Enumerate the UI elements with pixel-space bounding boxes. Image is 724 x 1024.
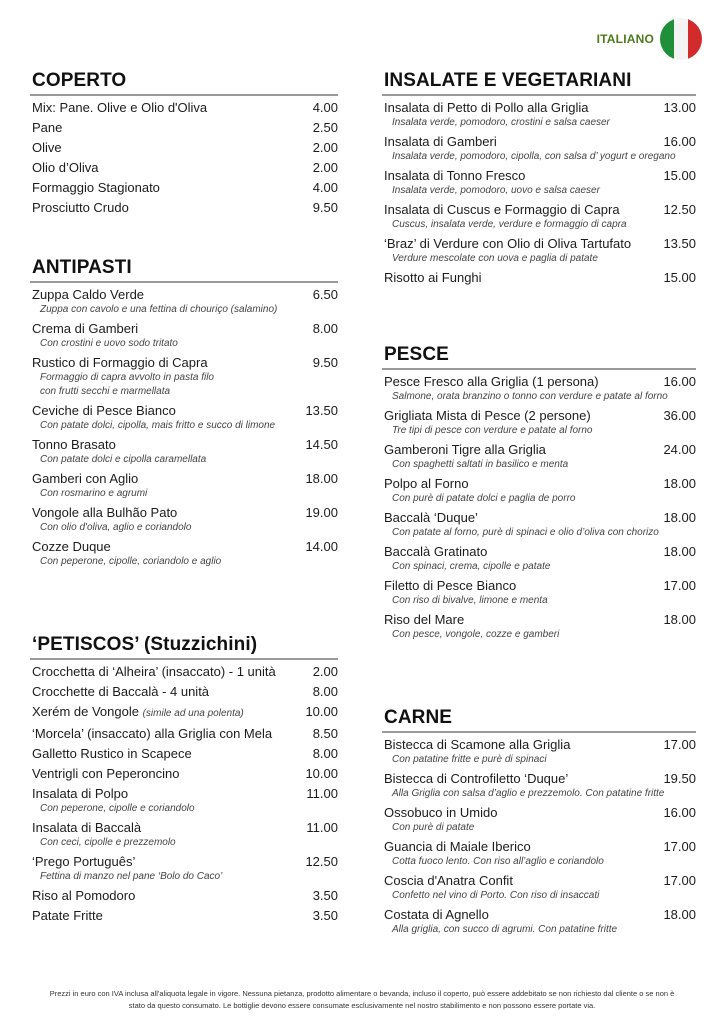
item-description: Verdure mescolate con uova e paglia di patate	[392, 253, 598, 264]
item-description: Con olio d'oliva, aglio e coriandolo	[40, 522, 192, 533]
menu-item: Pane 2.50	[32, 120, 338, 135]
section-title: COPERTO	[30, 70, 338, 96]
section-antipasti	[30, 257, 338, 573]
item-description: Alla griglia, con succo di agrumi. Con patatine fritte	[392, 924, 618, 935]
menu-item: Formaggio Stagionato 4.00	[32, 180, 338, 195]
menu-item: Riso del Mare 18.00 Con pesce, vongole, cozze e gamberi	[384, 612, 696, 640]
item-description: Cotta fuoco lento. Con riso all’aglio e coriandolo	[392, 856, 604, 867]
menu-item: Bistecca di Scamone alla Griglia 17.00 Con patatine fritte e purè di spinaci	[384, 737, 696, 765]
section-title: PESCE	[382, 344, 696, 370]
item-description: Con riso di bivalve, limone e menta	[392, 595, 548, 606]
menu-item: Rustico di Formaggio di Capra 9.50 Formaggio di capra avvolto in pasta filo con frutti secchi e marmellata	[32, 355, 338, 397]
menu-item: Cozze Duque 14.00 Con peperone, cipolle, coriandolo e aglio	[32, 539, 338, 567]
item-description: Con crostini e uovo sodo tritato	[40, 338, 178, 349]
language-selector[interactable]	[597, 18, 702, 60]
menu-item: Gamberi con Aglio 18.00 Con rosmarino e agrumi	[32, 471, 338, 499]
section-petiscos	[30, 634, 338, 924]
item-description: Insalata verde, pomodoro, uovo e salsa caeser	[392, 185, 600, 196]
menu-item: ‘Braz’ di Verdure con Olio di Oliva Tartufato 13.50 Verdure mescolate con uova e paglia di patate	[384, 236, 696, 264]
item-description: Con spinaci, crema, cipolle e patate	[392, 561, 551, 572]
section-title: CARNE	[382, 707, 696, 733]
item-description: Con pesce, vongole, cozze e gamberi	[392, 629, 560, 640]
item-note: (simile ad una polenta)	[142, 708, 244, 719]
menu-item: Mix: Pane. Olive e Olio d'Oliva 4.00	[32, 100, 338, 115]
menu-item: Polpo al Forno 18.00 Con purè di patate dolci e paglia de porro	[384, 476, 696, 504]
menu-item: Ventrigli con Peperoncino 10.00	[32, 766, 338, 781]
menu-item: Risotto ai Funghi 15.00	[384, 270, 696, 285]
menu-item: Zuppa Caldo Verde 6.50 Zuppa con cavolo e una fettina di chouriço (salamino)	[32, 287, 338, 315]
item-description: Con purè di patate	[392, 822, 475, 833]
menu-item: Prosciutto Crudo 9.50	[32, 200, 338, 215]
item-description: Salmone, orata branzino o tonno con verdure e patate al forno	[392, 391, 668, 402]
item-description: Con patate dolci, cipolla, mais fritto e succo di limone	[40, 420, 276, 431]
item-description: Con patate al forno, purè di spinaci e olio d’oliva con chorizo	[392, 527, 659, 538]
item-description: Con spaghetti saltati in basilico e menta	[392, 459, 569, 470]
item-description: Confetto nel vino di Porto. Con riso di insaccati	[392, 890, 600, 901]
italian-flag-icon[interactable]	[660, 18, 702, 60]
section-title: ANTIPASTI	[30, 257, 338, 283]
item-description: Insalata verde, pomodoro, crostini e salsa caeser	[392, 117, 610, 128]
menu-item: Insalata di Baccalà 11.00 Con ceci, cipolle e prezzemolo	[32, 820, 338, 848]
menu-item: Olio d’Oliva 2.00	[32, 160, 338, 175]
menu-item: Insalata di Polpo 11.00 Con peperone, cipolle e coriandolo	[32, 786, 338, 814]
menu-item: Gamberoni Tigre alla Griglia 24.00 Con spaghetti saltati in basilico e menta	[384, 442, 696, 470]
menu-item: Riso al Pomodoro 3.50	[32, 888, 338, 903]
menu-item: Baccalà Gratinato 18.00 Con spinaci, crema, cipolle e patate	[384, 544, 696, 572]
menu-item: Guancia di Maiale Iberico 17.00 Cotta fuoco lento. Con riso all’aglio e coriandolo	[384, 839, 696, 867]
legal-footer	[30, 988, 694, 1012]
item-description: Con patate dolci e cipolla caramellata	[40, 454, 207, 465]
item-description: Formaggio di capra avvolto in pasta filo	[40, 372, 214, 383]
menu-item: Xerém de Vongole (simile ad una polenta) 10.00	[32, 704, 338, 719]
item-description: Con rosmarino e agrumi	[40, 488, 148, 499]
item-description: Alla Griglia con salsa d’aglio e prezzemolo. Con patatine fritte	[392, 788, 665, 799]
menu-item: Galletto Rustico in Scapece 8.00	[32, 746, 338, 761]
language-label: ITALIANO	[596, 32, 654, 46]
menu-item: Vongole alla Bulhão Pato 19.00 Con olio d'oliva, aglio e coriandolo	[32, 505, 338, 533]
item-description: Fettina di manzo nel pane ‘Bolo do Caco’	[40, 871, 223, 882]
item-description: Tre tipi di pesce con verdure e patate al forno	[392, 425, 593, 436]
item-description: Insalata verde, pomodoro, cipolla, con salsa d’ yogurt e oregano	[392, 151, 676, 162]
section-title: ‘PETISCOS’ (Stuzzichini)	[30, 634, 338, 660]
menu-item: Insalata di Tonno Fresco 15.00 Insalata verde, pomodoro, uovo e salsa caeser	[384, 168, 696, 196]
menu-item: Baccalà ‘Duque’ 18.00 Con patate al forno, purè di spinaci e olio d’oliva con chorizo	[384, 510, 696, 538]
menu-item: Tonno Brasato 14.50 Con patate dolci e cipolla caramellata	[32, 437, 338, 465]
menu-item: Grigliata Mista di Pesce (2 persone) 36.00 Tre tipi di pesce con verdure e patate al forno	[384, 408, 696, 436]
item-description: Con peperone, cipolle e coriandolo	[40, 803, 195, 814]
section-pesce	[382, 344, 696, 646]
menu-item: Insalata di Gamberi 16.00 Insalata verde, pomodoro, cipolla, con salsa d’ yogurt e oregano	[384, 134, 696, 162]
menu-item: Crema di Gamberi 8.00 Con crostini e uovo sodo tritato	[32, 321, 338, 349]
menu-item: Bistecca di Controfiletto ‘Duque’ 19.50 Alla Griglia con salsa d’aglio e prezzemolo. Con patatine fritte	[384, 771, 696, 799]
footer-line: stato da questo consumato. Le bottiglie devono essere consumate esclusivamente nel nostro stabilimento e non possono essere portate via.	[128, 1001, 596, 1010]
menu-item: Filetto di Pesce Bianco 17.00 Con riso di bivalve, limone e menta	[384, 578, 696, 606]
item-description: Con peperone, cipolle, coriandolo e aglio	[40, 556, 222, 567]
menu-item: Ceviche di Pesce Bianco 13.50 Con patate dolci, cipolla, mais fritto e succo di limone	[32, 403, 338, 431]
menu-item: Coscia d'Anatra Confit 17.00 Confetto nel vino di Porto. Con riso di insaccati	[384, 873, 696, 901]
menu-item: ‘Morcela’ (insaccato) alla Griglia con Mela 8.50	[32, 726, 338, 741]
item-description: con frutti secchi e marmellata	[40, 386, 171, 397]
item-description: Con patatine fritte e purè di spinaci	[392, 754, 547, 765]
item-description: Con purè di patate dolci e paglia de porro	[392, 493, 576, 504]
menu-item: Crocchetta di ‘Alheira’ (insaccato) - 1 unità 2.00	[32, 664, 338, 679]
menu-item: Crocchette di Baccalà - 4 unità 8.00	[32, 684, 338, 699]
item-description: Zuppa con cavolo e una fettina di chouriço (salamino)	[40, 304, 278, 315]
menu-item: Costata di Agnello 18.00 Alla griglia, con succo di agrumi. Con patatine fritte	[384, 907, 696, 935]
footer-line: Prezzi in euro con IVA inclusa all'aliquota legale in vigore. Nessuna pietanza, prodotto alimentare o bevanda, incluso il coperto, può essere addebitato se non richiesto dal cliente o se non è	[49, 989, 675, 998]
section-carne	[382, 707, 696, 941]
menu-item: Patate Fritte 3.50	[32, 908, 338, 923]
menu-item: Insalata di Cuscus e Formaggio di Capra 12.50 Cuscus, insalata verde, verdure e formaggio di capra	[384, 202, 696, 230]
item-description: Con ceci, cipolle e prezzemolo	[40, 837, 176, 848]
section-coperto	[30, 70, 338, 216]
item-description: Cuscus, insalata verde, verdure e formaggio di capra	[392, 219, 627, 230]
menu-item: Ossobuco in Umido 16.00 Con purè di patate	[384, 805, 696, 833]
menu-item: Pesce Fresco alla Griglia (1 persona) 16.00 Salmone, orata branzino o tonno con verdure e patate al forno	[384, 374, 696, 402]
section-title: INSALATE E VEGETARIANI	[382, 70, 696, 96]
menu-item: Olive 2.00	[32, 140, 338, 155]
menu-item: ‘Prego Português’ 12.50 Fettina di manzo nel pane ‘Bolo do Caco’	[32, 854, 338, 882]
section-insalate	[382, 70, 696, 286]
menu-item: Insalata di Petto di Pollo alla Griglia 13.00 Insalata verde, pomodoro, crostini e salsa caeser	[384, 100, 696, 128]
